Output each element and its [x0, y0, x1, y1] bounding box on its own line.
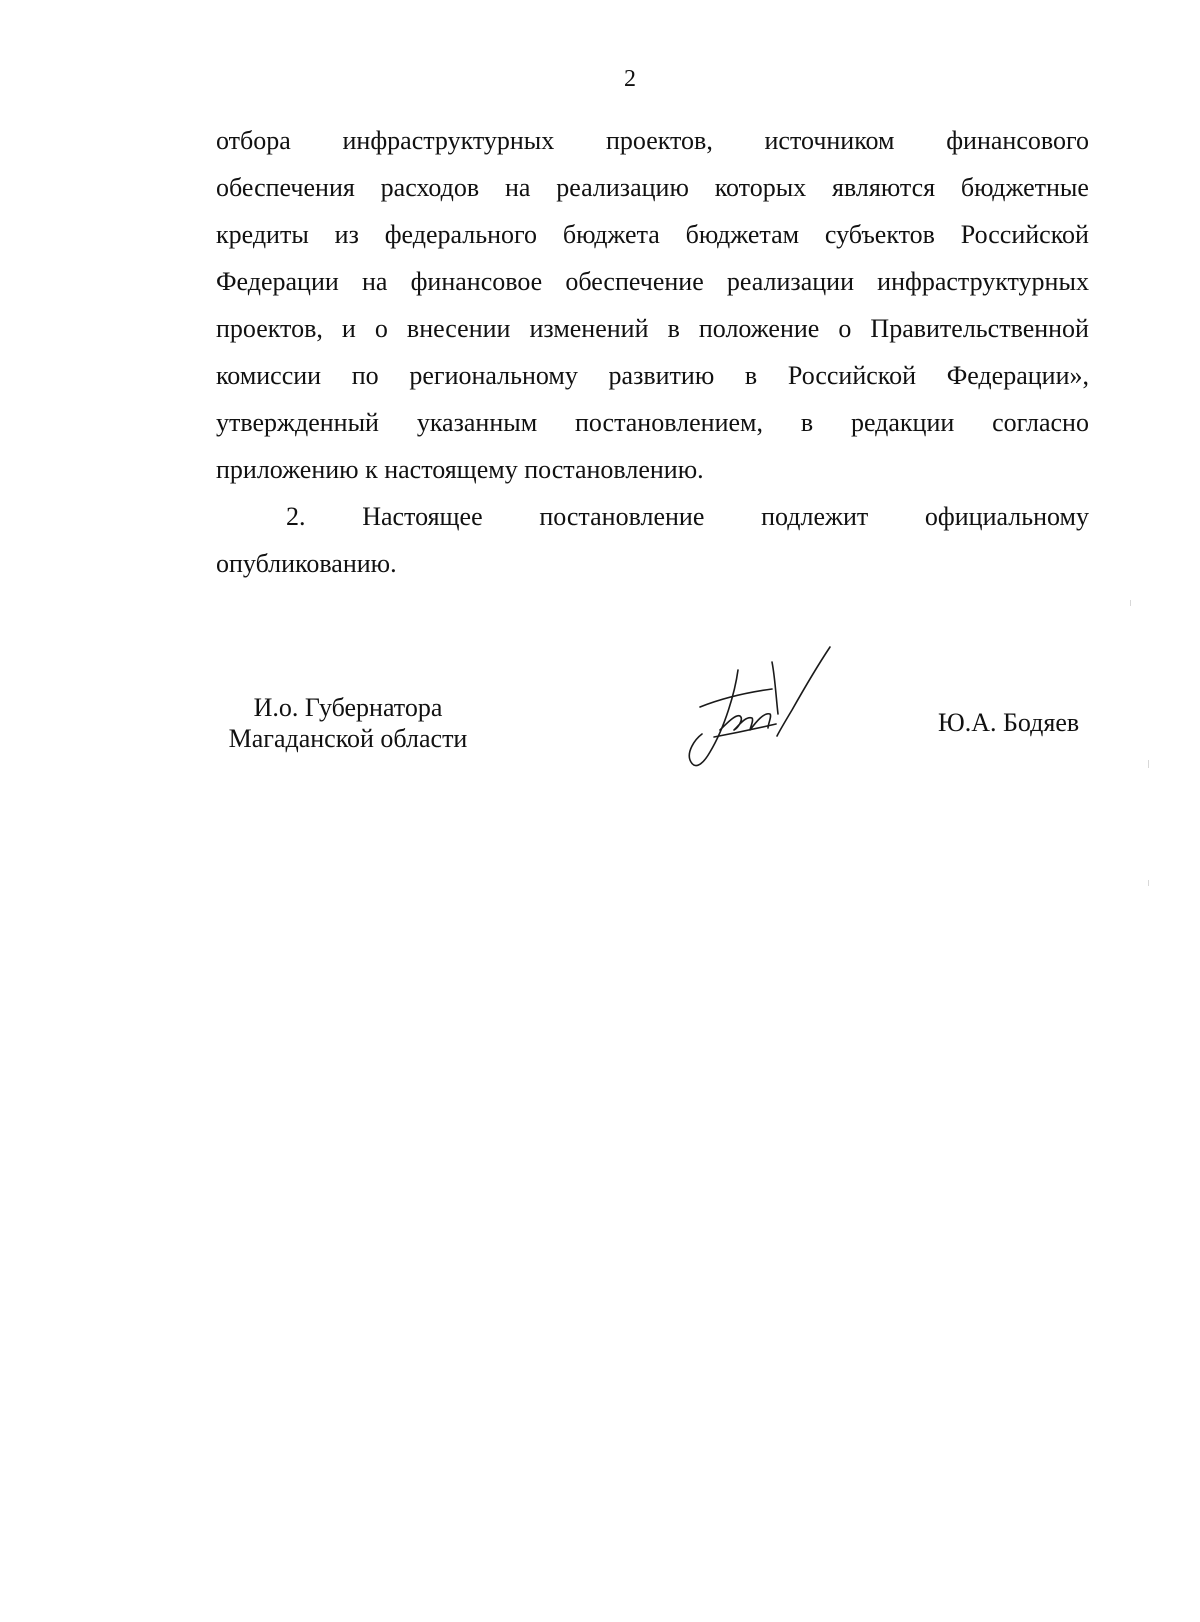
body-line-8: [216, 446, 1089, 493]
word: постановление: [539, 502, 705, 531]
word: которых: [714, 173, 807, 202]
word: Российской: [787, 361, 917, 390]
word: бюджетные: [960, 173, 1089, 202]
word: о: [374, 314, 388, 343]
word: проектов,: [216, 314, 323, 343]
word: постановлением,: [574, 408, 763, 437]
word: подлежит: [761, 502, 869, 531]
signatory-name: Ю.А. Бодяев: [938, 708, 1080, 737]
word: отбора: [216, 126, 291, 155]
paragraph-end-text: опубликованию.: [216, 549, 397, 578]
word: в: [800, 408, 814, 437]
word: согласно: [992, 408, 1089, 437]
word: утвержденный: [216, 408, 379, 437]
word: бюджетам: [685, 220, 800, 249]
scan-edge-mark: [1148, 760, 1149, 768]
handwritten-signature: [680, 642, 840, 787]
word: в: [667, 314, 680, 343]
body-line-6: [216, 352, 1089, 399]
word: источником: [764, 126, 895, 155]
word: реализации: [726, 267, 854, 296]
word: Федерации: [216, 267, 339, 296]
word: Настоящее: [362, 502, 483, 531]
word: на: [361, 267, 388, 296]
word: в: [744, 361, 758, 390]
word: кредиты: [216, 220, 309, 249]
word: внесении: [406, 314, 511, 343]
word: на: [505, 173, 531, 202]
body-line-5: [216, 305, 1089, 352]
word: официальному: [924, 502, 1089, 531]
page-number: 2: [624, 66, 636, 92]
word: проектов,: [605, 126, 713, 155]
word: Российской: [960, 220, 1089, 249]
word: бюджета: [562, 220, 660, 249]
word: финансовое: [410, 267, 543, 296]
word: реализацию: [556, 173, 689, 202]
word: инфраструктурных: [342, 126, 555, 155]
scan-edge-mark: [1148, 880, 1149, 886]
signatory-title-line-2: Магаданской области: [228, 724, 468, 753]
word: развитию: [608, 361, 715, 390]
word: комиссии: [216, 361, 322, 390]
word: Правительственной: [870, 314, 1089, 343]
word: обеспечение: [565, 267, 704, 296]
item-number: 2.: [286, 502, 306, 531]
word: региональному: [409, 361, 578, 390]
word: расходов: [380, 173, 480, 202]
word: федерального: [384, 220, 538, 249]
word: инфраструктурных: [877, 267, 1089, 296]
document-body: [216, 117, 1089, 587]
body-line-1: [216, 117, 1089, 164]
body-line-4: [216, 258, 1089, 305]
body-line-2: [216, 164, 1089, 211]
word: Федерации»,: [946, 361, 1089, 390]
word: являются: [832, 173, 936, 202]
word: финансового: [946, 126, 1089, 155]
word: редакции: [850, 408, 955, 437]
paragraph-end-text: приложению к настоящему постановлению.: [216, 455, 704, 484]
word: обеспечения: [216, 173, 355, 202]
word: субъектов: [824, 220, 935, 249]
word: положение: [698, 314, 820, 343]
word: о: [838, 314, 852, 343]
word: указанным: [416, 408, 538, 437]
signatory-title-line-1: И.о. Губернатора: [253, 693, 443, 722]
body-line-9: [216, 493, 1089, 540]
scan-edge-mark: [1130, 600, 1131, 606]
word: изменений: [529, 314, 649, 343]
body-line-7: [216, 399, 1089, 446]
word: и: [341, 314, 356, 343]
word: из: [334, 220, 359, 249]
signatory-title: [218, 692, 478, 754]
body-line-10: [216, 540, 1089, 587]
signature-block: [0, 692, 1200, 812]
word: по: [351, 361, 379, 390]
body-line-3: [216, 211, 1089, 258]
